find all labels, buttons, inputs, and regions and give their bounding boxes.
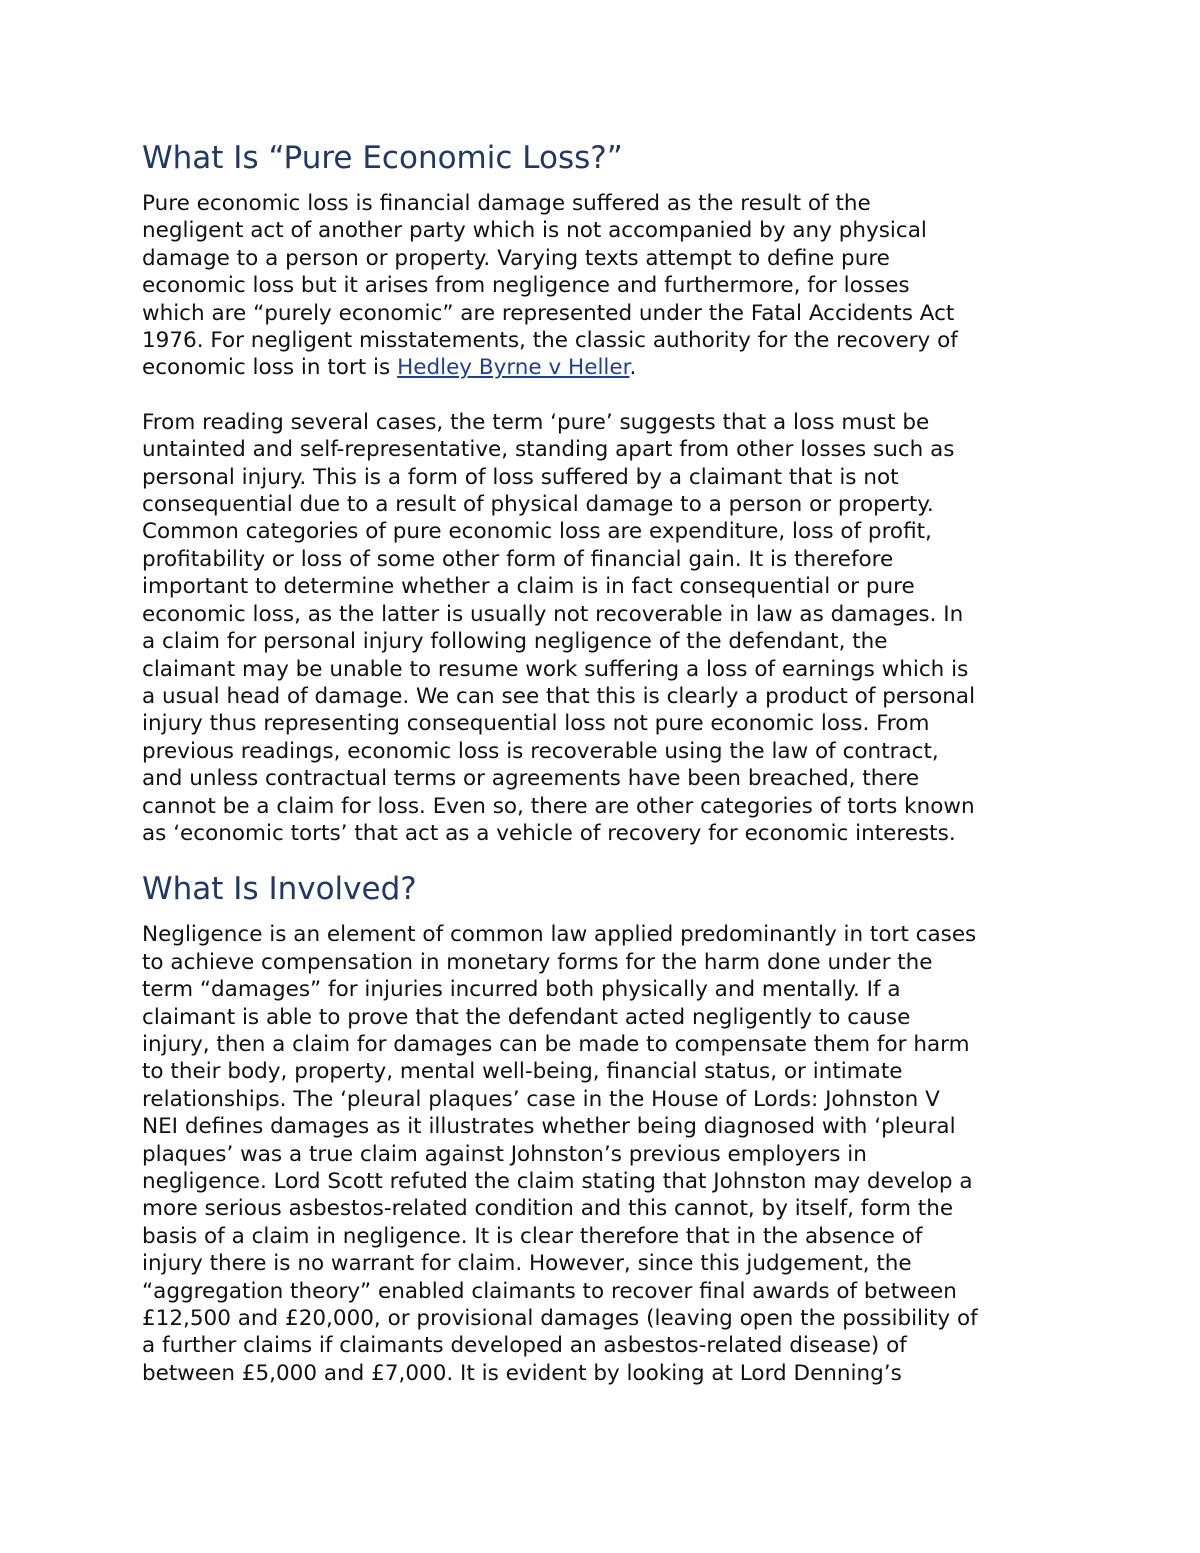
text-line: consequential due to a result of physical damage to a person or property.	[142, 492, 934, 518]
section-heading-pure-economic-loss: What Is “Pure Economic Loss?”	[142, 140, 623, 176]
text-line: “aggregation theory” enabled claimants to recover final awards of between	[142, 1278, 957, 1304]
text-line: relationships. The ‘pleural plaques’ case in the House of Lords: Johnston V	[142, 1086, 940, 1112]
text-line: Negligence is an element of common law applied predominantly in tort cases	[142, 922, 977, 948]
text-line: more serious asbestos-related condition and this cannot, by itself, form the	[142, 1196, 954, 1222]
text-line: damage to a person or property. Varying texts attempt to define pure	[142, 245, 890, 271]
text-line: economic loss but it arises from negligence and furthermore, for losses	[142, 273, 910, 299]
text-line: 1976. For negligent misstatements, the classic authority for the recovery of	[142, 328, 958, 354]
hedley-byrne-link[interactable]: Hedley Byrne v Heller	[397, 355, 630, 381]
text-line: and unless contractual terms or agreements have been breached, there	[142, 766, 920, 792]
text-line: From reading several cases, the term ‘pure’ suggests that a loss must be	[142, 409, 930, 435]
text-line: a claim for personal injury following negligence of the defendant, the	[142, 629, 888, 655]
text-line: term “damages” for injuries incurred both physically and mentally. If a	[142, 977, 901, 1003]
text-line: injury thus representing consequential loss not pure economic loss. From	[142, 711, 930, 737]
text-line: negligence. Lord Scott refuted the claim stating that Johnston may develop a	[142, 1169, 973, 1194]
text-line: personal injury. This is a form of loss suffered by a claimant that is not	[142, 464, 899, 490]
text-line: cannot be a claim for loss. Even so, there are other categories of torts known	[142, 793, 975, 819]
text-line: previous readings, economic loss is recoverable using the law of contract,	[142, 738, 939, 764]
text-line: untainted and self-representative, standing apart from other losses such as	[142, 437, 955, 463]
text-line: injury there is no warrant for claim. However, since this judgement, the	[142, 1251, 912, 1277]
text-line: economic loss, as the latter is usually not recoverable in law as damages. In	[142, 601, 964, 627]
text-line: to achieve compensation in monetary forms for the harm done under the	[142, 949, 933, 975]
text-line: between £5,000 and £7,000. It is evident by looking at Lord Denning’s	[142, 1360, 902, 1386]
text-line: claimant is able to prove that the defendant acted negligently to cause	[142, 1004, 911, 1030]
text-line: Common categories of pure economic loss are expenditure, loss of profit,	[142, 519, 932, 545]
text-line: injury, then a claim for damages can be made to compensate them for harm	[142, 1031, 970, 1057]
text-line: which are “purely economic” are represented under the Fatal Accidents Act	[142, 300, 955, 326]
text-line: to their body, property, mental well-being, financial status, or intimate	[142, 1059, 903, 1085]
text-line: negligent act of another party which is not accompanied by any physical	[142, 218, 927, 244]
text-line: a usual head of damage. We can see that this is clearly a product of personal	[142, 683, 976, 709]
text-line: Pure economic loss is financial damage suffered as the result of the	[142, 191, 871, 216]
text-fragment: economic loss in tort is	[142, 355, 398, 381]
text-line: NEI defines damages as it illustrates whether being diagnosed with ‘pleural	[142, 1114, 956, 1140]
paragraph-negligence	[142, 921, 1062, 1387]
section-heading-what-is-involved: What Is Involved?	[142, 871, 417, 908]
text-fragment: .	[629, 355, 637, 381]
text-line: as ‘economic torts’ that act as a vehicle of recovery for economic interests.	[142, 820, 956, 846]
document-page	[142, 138, 1062, 1387]
paragraph-pure-term	[142, 409, 1062, 848]
text-line: important to determine whether a claim is in fact consequential or pure	[142, 574, 915, 600]
text-line-with-link	[142, 354, 1062, 381]
text-line: £12,500 and £20,000, or provisional damages (leaving open the possibility of	[142, 1306, 978, 1332]
text-line: claimant may be unable to resume work suffering a loss of earnings which is	[142, 656, 969, 682]
text-line: plaques’ was a true claim against Johnston’s previous employers in	[142, 1141, 867, 1167]
text-line: a further claims if claimants developed an asbestos-related disease) of	[142, 1333, 907, 1359]
text-line: basis of a claim in negligence. It is clear therefore that in the absence of	[142, 1223, 923, 1249]
text-line: profitability or loss of some other form of financial gain. It is therefore	[142, 546, 894, 572]
paragraph-definition	[142, 190, 1062, 382]
